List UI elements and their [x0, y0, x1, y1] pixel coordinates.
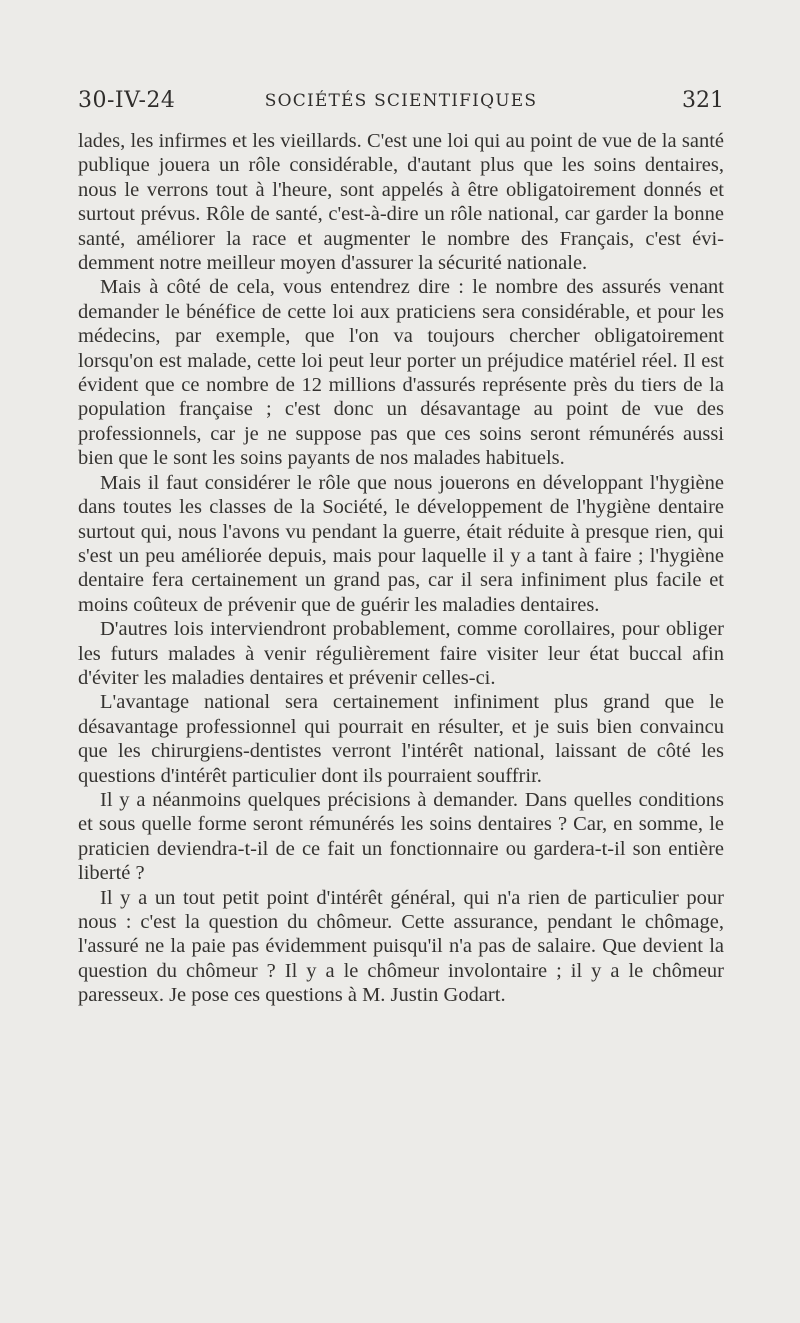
paragraph-7: Il y a un tout petit point d'intérêt général, qui n'a rien de particulier pour nous : c'est la question du chômeur. Cette assurance, pendant le chômage, l'assuré ne la paie pas évidemment puisqu'il n'a pas de salaire. Que devient la question du chômeur ? Il y a le chômeur involontaire ; il y a le chômeur paresseux. Je pose ces questions à M. Justin Godart.	[78, 886, 724, 1007]
paragraph-2: Mais à côté de cela, vous entendrez dire : le nombre des assurés venant demander le bénéfice de cette loi aux praticiens sera considérable, et pour les médecins, par exemple, que l'on va toujours chercher obligatoirement lorsqu'on est malade, cette loi peut leur porter un préjudice matériel réel. Il est évident que ce nombre de 12 millions d'assurés représente près du tiers de la population française ; c'est donc un désavantage au point de vue des professionnels, car je ne suppose pas que ces soins seront rémunérés aussi bien que le sont les soins payants de nos malades habituels.	[78, 276, 724, 470]
page-number: 321	[682, 88, 724, 113]
paragraph-5: L'avantage national sera certainement infiniment plus grand que le désavantage professionnel qui pourrait en résulter, et je suis bien convaincu que les chirurgiens-dentistes verront l'intérêt national, laissant de côté les questions d'intérêt particulier dont ils pourraient souffrir.	[78, 691, 724, 787]
header-date: 30-IV-24	[78, 88, 176, 113]
body-text	[78, 129, 724, 1008]
paragraph-3: Mais il faut considérer le rôle que nous jouerons en développant l'hygiène dans toutes les classes de la Société, le développement de l'hygiène dentaire surtout qui, nous l'avons vu pendant la guerre, était réduite à presque rien, qui s'est un peu améliorée depuis, mais pour laquelle il y a tant à faire ; l'hygiène dentaire fera certainement un grand pas, car il sera infiniment plus facile et moins coûteux de prévenir que de guérir les maladies dentaires.	[78, 471, 724, 616]
running-header	[78, 88, 724, 118]
header-title: SOCIÉTÉS SCIENTIFIQUES	[264, 91, 538, 111]
paragraph-4: D'autres lois interviendront probablement, comme corollaires, pour obliger les futurs malades à venir régulièrement faire visiter leur état buccal afin d'éviter les maladies dentaires et prévenir celles-ci.	[78, 618, 724, 689]
paragraph-6: Il y a néanmoins quelques précisions à demander. Dans quelles conditions et sous quelle forme seront rémunérés les soins dentaires ? Car, en somme, le praticien deviendra-t-il de ce fait un fonctionnaire ou gardera-t-il son entière liberté ?	[78, 788, 724, 885]
paragraph-1: lades, les infirmes et les vieillards. C'est une loi qui au point de vue de la santé publique jouera un rôle considérable, d'autant plus que les soins dentaires, nous le verrons tout à l'heure, sont appelés à être obligatoirement donnés et surtout prévus. Rôle de santé, c'est-à-dire un rôle national, car garder la bonne santé, améliorer la race et augmenter le nombre des Français, c'est évidemment notre meilleur moyen d'assurer la sécurité nationale.	[78, 130, 724, 275]
